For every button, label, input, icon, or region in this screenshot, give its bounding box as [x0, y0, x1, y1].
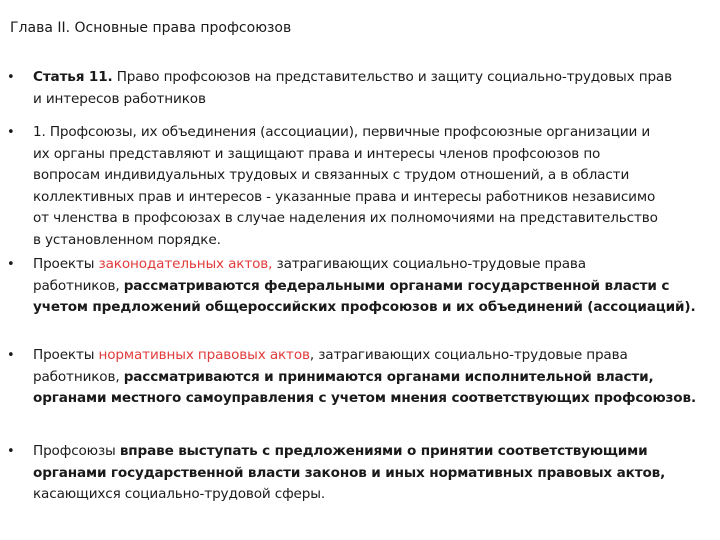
text-segment: Проекты — [33, 347, 99, 363]
text-line — [33, 276, 713, 298]
bold-text: Статья 11. — [33, 69, 113, 85]
text-line — [33, 463, 713, 485]
text-line — [33, 122, 713, 144]
slide-title: Глава II. Основные права профсоюзов — [10, 20, 292, 36]
bold-text: вправе выступать с предложениями о принятии соответствующими — [119, 443, 648, 459]
bold-text: учетом предложений общероссийских профсоюзов и их объединений (ассоциаций). — [33, 299, 696, 315]
bullet-text — [33, 254, 713, 319]
bullet-text — [33, 441, 713, 506]
text-line — [33, 297, 713, 319]
bullet-marker: • — [7, 348, 15, 363]
bullet-marker: • — [7, 444, 15, 459]
text-line — [33, 165, 713, 187]
bold-text: рассматриваются федеральными органами государственной власти с — [123, 277, 670, 294]
text-segment: коллективных прав и интересов - указанные права и интересы работников независимо — [33, 188, 656, 205]
text-line — [33, 208, 713, 230]
bullet-text — [33, 345, 713, 410]
bullet-text — [33, 67, 713, 110]
text-segment: касающихся социально-трудовой сферы. — [33, 486, 325, 502]
bold-text: рассматриваются и принимаются органами исполнительной власти, — [123, 368, 654, 385]
text-segment: 1. Профсоюзы, их объединения (ассоциации), первичные профсоюзные организации и — [33, 124, 651, 140]
text-line — [33, 89, 713, 111]
text-line — [33, 67, 713, 89]
text-segment: , затрагивающих социально-трудовые права — [309, 347, 628, 363]
text-line — [33, 388, 713, 410]
text-segment: затрагивающих социально-трудовые права — [272, 256, 586, 272]
text-segment: от членства в профсоюзах в случае наделения их полномочиями на представительство — [33, 210, 658, 226]
text-segment: работников, — [33, 277, 124, 294]
bold-text: органами местного самоуправления с учетом мнения соответствующих профсоюзов. — [33, 390, 696, 406]
bullet-marker: • — [7, 125, 15, 140]
text-line — [33, 187, 713, 209]
text-line — [33, 144, 713, 166]
text-line — [33, 367, 713, 389]
bullet-text — [33, 122, 713, 251]
text-line — [33, 484, 713, 506]
text-segment: их органы представляют и защищают права и интересы членов профсоюзов по — [33, 145, 601, 162]
text-segment: и интересов работников — [33, 90, 206, 107]
text-line — [33, 345, 713, 367]
text-line — [33, 230, 713, 252]
text-segment: Право профсоюзов на представительство и защиту социально-трудовых прав — [112, 69, 672, 85]
highlighted-term: нормативных правовых актов — [98, 347, 310, 363]
text-line — [33, 254, 713, 276]
bold-text: органами государственной власти законов и иных нормативных правовых актов, — [33, 464, 666, 481]
text-line — [33, 441, 713, 463]
text-segment: вопросам индивидуальных трудовых и связанных с трудом отношений, а в области — [33, 167, 630, 183]
text-segment: в установленном порядке. — [33, 231, 221, 248]
text-segment: Проекты — [33, 256, 99, 272]
text-segment: работников, — [33, 368, 124, 385]
bullet-marker: • — [7, 70, 15, 85]
text-segment: Профсоюзы — [33, 443, 120, 459]
highlighted-term: законодательных актов, — [98, 256, 273, 272]
bullet-marker: • — [7, 257, 15, 272]
